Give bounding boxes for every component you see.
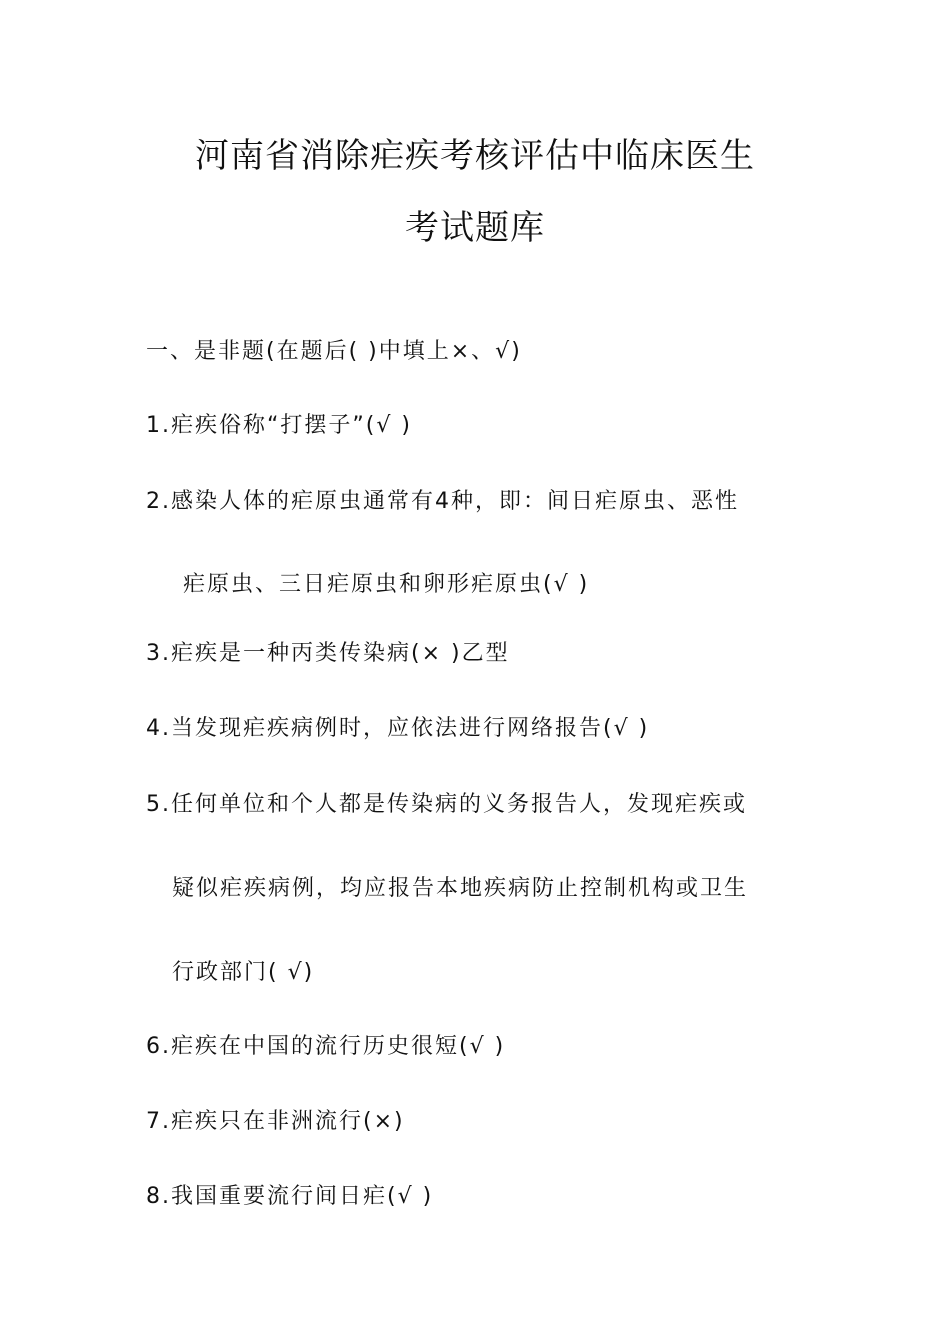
question-2-line-2: 疟原虫、三日疟原虫和卵形疟原虫(√ ) <box>183 572 590 597</box>
question-5-line-2: 疑似疟疾病例，均应报告本地疾病防止控制机构或卫生 <box>172 876 749 901</box>
question-6: 6.疟疾在中国的流行历史很短(√ ) <box>146 1034 506 1059</box>
question-4: 4.当发现疟疾病例时，应依法进行网络报告(√ ) <box>146 716 650 741</box>
question-8: 8.我国重要流行间日疟(√ ) <box>146 1184 434 1209</box>
question-3: 3.疟疾是一种丙类传染病(× )乙型 <box>146 641 510 666</box>
document-title: 河南省消除疟疾考核评估中临床医生 <box>195 136 755 176</box>
question-1: 1.疟疾俗称“打摆子”(√ ) <box>146 413 412 438</box>
question-5-line-3: 行政部门( √) <box>172 960 315 985</box>
question-2-line-1: 2.感染人体的疟原虫通常有4种，即：间日疟原虫、恶性 <box>146 489 739 514</box>
section-heading: 一、是非题(在题后( )中填上×、√) <box>146 339 522 364</box>
document-subtitle: 考试题库 <box>405 208 545 248</box>
question-5-line-1: 5.任何单位和个人都是传染病的义务报告人，发现疟疾或 <box>146 792 747 817</box>
question-7: 7.疟疾只在非洲流行(×) <box>146 1109 405 1134</box>
